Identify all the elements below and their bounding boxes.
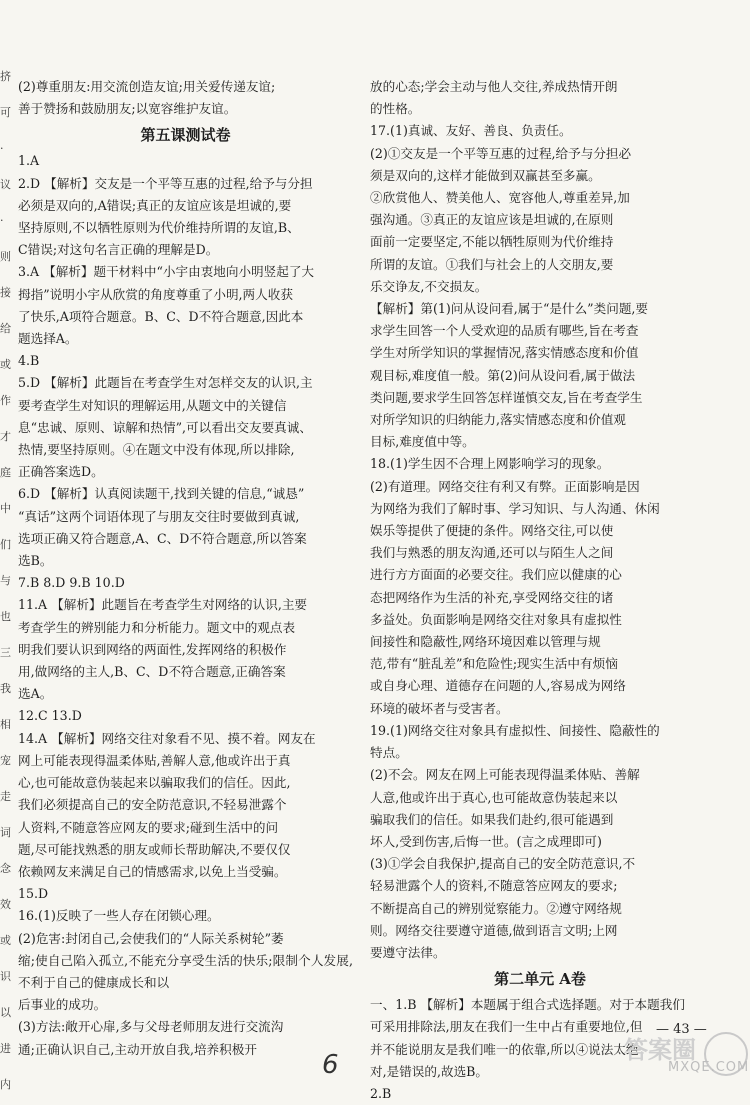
section-heading-unit2-a: 第二单元 A卷: [494, 970, 586, 989]
text-line: 娱乐等提供了便捷的条件。网络交往,可以使: [370, 523, 614, 539]
text-line: 了快乐,A项符合题意。B、C、D不符合题意,因此本: [18, 308, 304, 324]
text-line: 7.B 8.D 9.B 10.D: [18, 575, 125, 591]
text-line: 为网络为我们了解时事、学习知识、与人沟通、休闲: [370, 500, 660, 516]
text-line: 学生对所学知识的掌握情况,落实情感态度和价值: [370, 345, 639, 361]
text-line: 热情,要坚持原则。④在题文中没有体现,所以排除,: [18, 442, 295, 458]
margin-char: 议: [0, 178, 11, 191]
text-line: 则。网络交往要遵守道德,做到语言文明;上网: [370, 922, 618, 938]
text-line: 明我们要认识到网络的两面性,发挥网络的积极作: [18, 641, 287, 657]
text-line: 后事业的成功。: [18, 997, 107, 1013]
text-line: 正确答案选D。: [18, 464, 104, 480]
text-line: 选项正确又符合题意,A、C、D不符合题意,所以答案: [18, 530, 307, 546]
margin-char: 给: [0, 322, 11, 335]
margin-char: 接: [0, 286, 11, 299]
text-line: 心,也可能故意伪装起来以骗取我们的信任。因此,: [18, 775, 291, 791]
text-line: 观目标,难度值一般。第(2)问从设问看,属于做法: [370, 367, 636, 383]
right-column: [370, 76, 710, 1105]
margin-char: 可: [0, 106, 11, 119]
text-line: 6.D 【解析】认真阅读题干,找到关键的信息,“诚恳”: [18, 486, 305, 502]
text-line: 通;正确认识自己,主动开放自我,培养积极开: [18, 1041, 257, 1057]
text-line: (2)有道理。网络交往有利又有弊。正面影响是因: [370, 478, 640, 494]
margin-char: 则: [0, 250, 11, 263]
text-line: 间接性和隐蔽性,网络环境因难以管理与规: [370, 634, 601, 650]
margin-char: 们: [0, 538, 11, 551]
text-line: 12.C 13.D: [18, 708, 82, 724]
text-line: 考查学生的辨别能力和分析能力。题文中的观点表: [18, 619, 296, 635]
text-line: 网上可能表现得温柔体贴,善解人意,他或许出于真: [18, 752, 291, 768]
text-line: 14.A 【解析】网络交往对象看不见、摸不着。网友在: [18, 730, 316, 746]
text-line: 并不能说朋友是我们唯一的依靠,所以④说法太绝: [370, 1041, 639, 1057]
text-line: 环境的破坏者与受害者。: [370, 700, 509, 716]
text-line: 人资料,不随意答应网友的要求;碰到生活中的问: [18, 819, 279, 835]
text-line: (2)不会。网友在网上可能表现得温柔体贴、善解: [370, 767, 640, 783]
watermark-logo: 答案圈: [624, 1036, 696, 1064]
text-line: 要考查学生对知识的理解运用,从题文中的关键信: [18, 397, 287, 413]
text-line: 11.A 【解析】此题旨在考查学生对网络的认识,主要: [18, 597, 308, 613]
handwritten-mark: 6: [322, 1050, 339, 1080]
margin-char: 也: [0, 610, 11, 623]
text-line: 骗取我们的信任。如果我们赴约,很可能遇到: [370, 811, 614, 827]
left-column: [18, 76, 353, 1061]
text-line: 态把网络作为生活的补充,享受网络交往的诸: [370, 589, 614, 605]
text-line: 依赖网友来满足自己的情感需求,以免上当受骗。: [18, 863, 287, 879]
margin-char: ·: [0, 142, 4, 155]
margin-char: 挤: [0, 70, 11, 83]
margin-char: 或: [0, 358, 11, 371]
text-line: ②欣赏他人、赞美他人、宽容他人,尊重差异,加: [370, 190, 630, 206]
text-line: 善于赞扬和鼓励朋友;以宽容维护友谊。: [18, 101, 237, 117]
text-line: 要遵守法律。: [370, 944, 446, 960]
margin-char: 中: [0, 502, 11, 515]
text-line: 选A。: [18, 686, 53, 702]
text-line: 不断提高自己的辨别觉察能力。②遵守网络规: [370, 900, 622, 916]
text-line: 进行方方面面的必要交往。我们应以健康的心: [370, 567, 622, 583]
margin-char: 内: [0, 1078, 11, 1091]
section-heading-lesson5: 第五课测试卷: [140, 126, 231, 145]
text-line: 我们必须提高自己的安全防范意识,不轻易泄露个: [18, 797, 287, 813]
text-line: 或自身心理、道德存在问题的人,容易成为网络: [370, 678, 626, 694]
margin-char: 词: [0, 826, 11, 839]
margin-char: 进: [0, 1042, 11, 1055]
text-line: 强沟通。③真正的友谊应该是坦诚的,在原则: [370, 212, 614, 228]
text-line: 17.(1)真诚、友好、善良、负责任。: [370, 123, 572, 139]
text-line: (2)①交友是一个平等互惠的过程,给予与分担必: [370, 145, 632, 161]
text-line: 特点。: [370, 745, 408, 761]
text-line: 对,是错误的,故选B。: [370, 1063, 489, 1079]
text-line: (3)方法:敞开心扉,多与父母老师朋友进行交流沟: [18, 1019, 284, 1035]
margin-char: 或: [0, 934, 11, 947]
text-line: 1.A: [18, 153, 40, 169]
text-line: 多益处。负面影响是网络交往对象具有虚拟性: [370, 611, 622, 627]
text-line: 须是双向的,这样才能做到双赢甚至多赢。: [370, 167, 601, 183]
text-line: 16.(1)反映了一些人存在闭锁心理。: [18, 908, 220, 924]
text-line: 缩;使自己陷入孤立,不能充分享受生活的快乐;限制个人发展,不利于自己的健康成长和以: [18, 952, 353, 990]
text-line: 所谓的友谊。①我们与社会上的人交朋友,要: [370, 256, 614, 272]
watermark-url: MXQE.COM: [668, 1060, 750, 1075]
text-line: 4.B: [18, 353, 40, 369]
margin-char: 相: [0, 718, 11, 731]
text-line: 必须是双向的,A错误;真正的友谊应该是坦诚的,要: [18, 197, 292, 213]
text-line: 题,尽可能找熟悉的朋友或师长帮助解决,不要仅仅: [18, 841, 291, 857]
text-line: 乐交诤友,不交损友。: [370, 278, 488, 294]
text-line: 2.B: [370, 1085, 392, 1101]
text-line: 【解析】第(1)问从设问看,属于“是什么”类问题,要: [370, 301, 649, 317]
text-line: 求学生回答一个人受欢迎的品质有哪些,旨在考查: [370, 323, 639, 339]
text-line: 对所学知识的归纳能力,落实情感态度和价值观: [370, 412, 626, 428]
margin-char: 我: [0, 682, 11, 695]
text-line: 坚持原则,不以牺牲原则为代价维持所谓的友谊,B、: [18, 220, 300, 236]
margin-char: 走: [0, 790, 11, 803]
text-line: 范,带有“脏乱差”和危险性;现实生活中有烦恼: [370, 656, 618, 672]
margin-char: 与: [0, 574, 11, 587]
text-line: 我们与熟悉的朋友沟通,还可以与陌生人之间: [370, 545, 614, 561]
text-line: 坏人,受到伤害,后悔一世。(言之成理即可): [370, 833, 602, 849]
text-line: 的性格。: [370, 101, 421, 117]
text-line: 轻易泄露个人的资料,不随意答应网友的要求;: [370, 878, 618, 894]
text-line: 15.D: [18, 886, 49, 902]
text-line: 题选择A。: [18, 331, 78, 347]
margin-char: 念: [0, 862, 11, 875]
margin-char: 三: [0, 646, 11, 659]
text-line: 5.D 【解析】此题旨在考查学生对怎样交友的认识,主: [18, 375, 313, 391]
margin-char: 才: [0, 430, 11, 443]
margin-char: 识: [0, 970, 11, 983]
text-line: 拇指”说明小宇从欣赏的角度尊重了小明,两人收获: [18, 286, 293, 302]
text-line: 面前一定要坚定,不能以牺牲原则为代价维持: [370, 234, 614, 250]
text-line: (2)尊重朋友:用交流创造友谊;用关爱传递友谊;: [18, 79, 276, 94]
margin-char: 效: [0, 898, 11, 911]
text-line: 18.(1)学生因不合理上网影响学习的现象。: [370, 456, 610, 472]
text-line: C错误;对这句名言正确的理解是D。: [18, 242, 219, 258]
margin-char: ·: [0, 214, 4, 227]
margin-char: 作: [0, 394, 11, 407]
text-line: (3)①学会自我保护,提高自己的安全防范意识,不: [370, 856, 636, 872]
text-line: 目标,难度值中等。: [370, 434, 475, 450]
text-line: 放的心态;学会主动与他人交往,养成热情开朗: [370, 79, 618, 94]
text-line: 人意,他或许出于真心,也可能故意伪装起来以: [370, 789, 618, 805]
text-line: 19.(1)网络交往对象具有虚拟性、间接性、隐蔽性的: [370, 722, 660, 738]
text-line: (2)危害:封闭自己,会使我们的“人际关系树轮”萎: [18, 930, 284, 946]
text-line: “真话”这两个词语体现了与朋友交往时要做到真诚,: [18, 508, 300, 524]
margin-char: 以: [0, 1006, 11, 1019]
text-line: 可采用排除法,朋友在我们一生中占有重要地位,但: [370, 1019, 643, 1035]
text-line: 一、1.B 【解析】本题属于组合式选择题。对于本题我们: [370, 997, 685, 1013]
binding-margin-text: [0, 70, 18, 1091]
page-number: — 43 —: [656, 1022, 707, 1037]
text-line: 类问题,要求学生回答怎样谨慎交友,旨在考查学生: [370, 389, 643, 405]
text-line: 用,做网络的主人,B、C、D不符合题意,正确答案: [18, 664, 286, 680]
margin-char: 庭: [0, 466, 11, 479]
text-line: 3.A 【解析】题干材料中“小宇由衷地向小明竖起了大: [18, 264, 315, 280]
margin-char: 宠: [0, 754, 11, 767]
text-line: 息“忠诚、原则、谅解和热情”,可以看出交友要真诚、: [18, 419, 312, 435]
text-line: 2.D 【解析】交友是一个平等互惠的过程,给予与分担: [18, 175, 313, 191]
text-line: 选B。: [18, 553, 53, 569]
